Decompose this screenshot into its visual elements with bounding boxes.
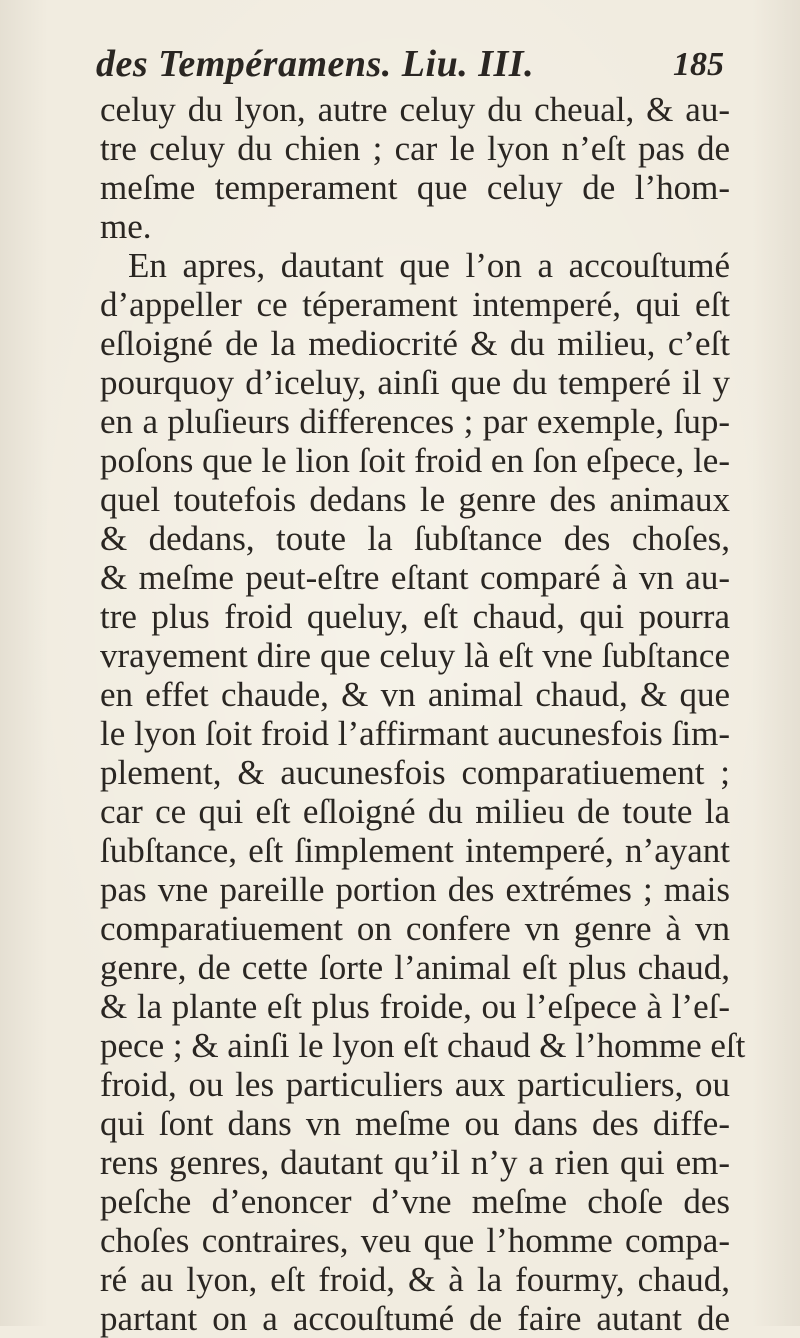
- body-text: [100, 90, 746, 1338]
- text-line: partant on a accouſtumé de faire autant de: [100, 1299, 730, 1338]
- text-line: meſme temperament que celuy de l’hom-: [100, 168, 730, 207]
- text-line: d’appeller ce téperament intemperé, qui eſt: [100, 285, 730, 324]
- running-title: des Tempéramens. Liu. III.: [96, 43, 535, 85]
- page-number: 185: [673, 46, 724, 83]
- text-line: le lyon ſoit froid l’affirmant aucunesfois ſim-: [100, 714, 730, 753]
- text-line: tre plus froid queluy, eſt chaud, qui pourra: [100, 597, 730, 636]
- text-line: tre celuy du chien ; car le lyon n’eſt pas de: [100, 129, 730, 168]
- text-line: & la plante eſt plus froide, ou l’eſpece à l’eſ-: [100, 987, 730, 1026]
- text-line: En apres, dautant que l’on a accouſtumé: [128, 246, 730, 285]
- text-line: me.: [100, 207, 152, 246]
- text-line: plement, & aucunesfois comparatiuement ;: [100, 753, 730, 792]
- text-line: choſes contraires, veu que l’homme compa-: [100, 1221, 730, 1260]
- text-line: en effet chaude, & vn animal chaud, & que: [100, 675, 730, 714]
- text-line: quel toutefois dedans le genre des animaux: [100, 480, 730, 519]
- text-line: qui ſont dans vn meſme ou dans des diffe-: [100, 1104, 730, 1143]
- text-line: rens genres, dautant qu’il n’y a rien qui em-: [100, 1143, 730, 1182]
- text-line: vrayement dire que celuy là eſt vne ſubſtance: [100, 636, 730, 675]
- text-line: ſubſtance, eſt ſimplement intemperé, n’ayant: [100, 831, 730, 870]
- text-line: celuy du lyon, autre celuy du cheual, & au-: [100, 90, 730, 129]
- text-line: en a pluſieurs differences ; par exemple, ſup-: [100, 402, 730, 441]
- text-line: genre, de cette ſorte l’animal eſt plus chaud,: [100, 948, 730, 987]
- text-line: car ce qui eſt eſloigné du milieu de toute la: [100, 792, 730, 831]
- text-line: poſons que le lion ſoit froid en ſon eſpece, le-: [100, 441, 730, 480]
- text-line: pourquoy d’iceluy, ainſi que du temperé il y: [100, 363, 730, 402]
- text-line: froid, ou les particuliers aux particuliers, ou: [100, 1065, 730, 1104]
- text-line: pece ; & ainſi le lyon eſt chaud & l’homme eſt: [100, 1026, 746, 1065]
- text-line: ré au lyon, eſt froid, & à la fourmy, chaud,: [100, 1260, 730, 1299]
- text-line: peſche d’enoncer d’vne meſme choſe des: [100, 1182, 730, 1221]
- text-line: & meſme peut-eſtre eſtant comparé à vn au-: [100, 558, 730, 597]
- text-line: eſloigné de la mediocrité & du milieu, c’eſt: [100, 324, 730, 363]
- text-line: pas vne pareille portion des extrémes ; mais: [100, 870, 730, 909]
- page-header: [96, 36, 724, 96]
- text-line: & dedans, toute la ſubſtance des choſes,: [100, 519, 730, 558]
- text-line: comparatiuement on confere vn genre à vn: [100, 909, 730, 948]
